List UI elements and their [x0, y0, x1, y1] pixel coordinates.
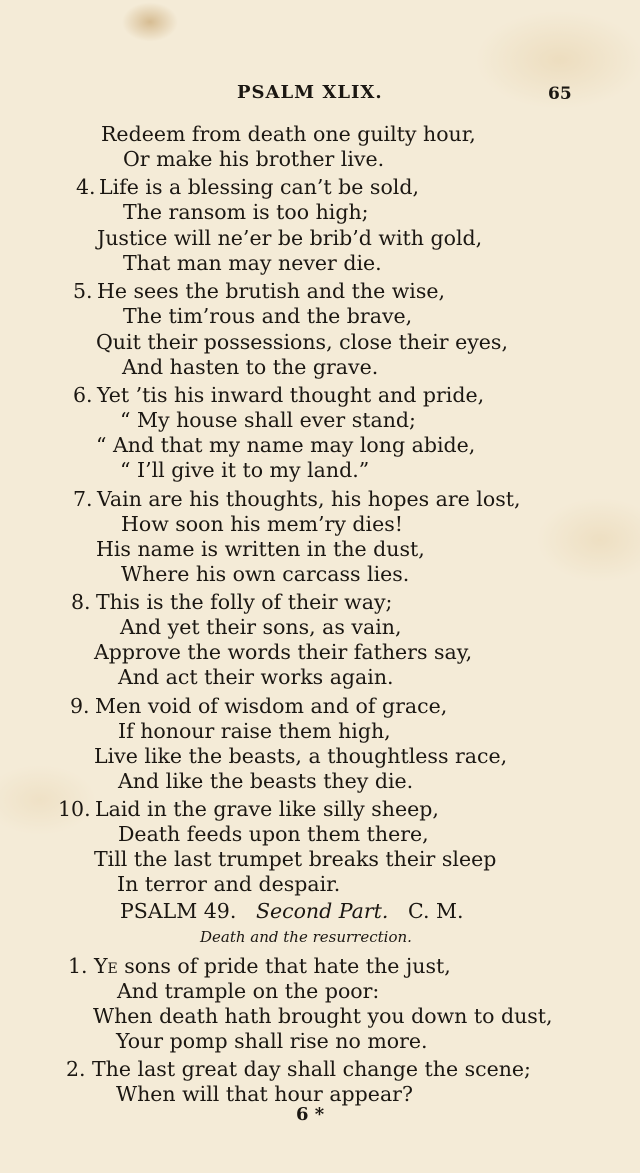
verse-line: Where his own carcass lies. [121, 562, 410, 586]
verse-line: And trample on the poor: [117, 979, 380, 1003]
verse-line: He sees the brutish and the wise, [97, 279, 446, 303]
verse-line: His name is written in the dust, [96, 537, 425, 561]
verse-first-word: Ye [94, 954, 118, 978]
verse-line: “ My house shall ever stand; [120, 408, 416, 432]
stanza-number: 9. [70, 694, 90, 718]
verse-line: And yet their sons, as vain, [120, 615, 402, 639]
verse-line: The ransom is too high; [123, 200, 369, 224]
signature-mark: 6 * [296, 1104, 325, 1125]
verse-line: Quit their possessions, close their eyes, [96, 330, 508, 354]
stanza-number: 4. [76, 175, 96, 199]
verse-line-rest: sons of pride that hate the just, [117, 954, 451, 978]
section-heading [120, 899, 464, 923]
verse-line: Your pomp shall rise no more. [116, 1029, 428, 1053]
verse-line: The last great day shall change the scene; [92, 1057, 531, 1081]
verse-line: Or make his brother live. [123, 147, 385, 171]
verse-line: Men void of wisdom and of grace, [95, 694, 448, 718]
verse-line: This is the folly of their way; [96, 590, 393, 614]
stanza-number: 1. [68, 954, 88, 978]
verse-line: Vain are his thoughts, his hopes are lost, [97, 487, 521, 511]
verse-line: And hasten to the grave. [122, 355, 379, 379]
verse-line: When death hath brought you down to dust, [93, 1004, 553, 1028]
verse-line: Yet ’tis his inward thought and pride, [97, 383, 485, 407]
stanza-number: 8. [71, 590, 91, 614]
section-heading-meter: C. M. [408, 899, 464, 923]
section-heading-part: Second Part. [255, 899, 389, 923]
running-header-title: PSALM XLIX. [237, 82, 383, 103]
page-number: 65 [548, 84, 572, 104]
verse-line: If honour raise them high, [118, 719, 391, 743]
section-subtitle: Death and the resurrection. [200, 928, 412, 946]
verse-line: Justice will ne’er be brib’d with gold, [97, 226, 483, 250]
stanza-number: 2. [66, 1057, 86, 1081]
verse-line: How soon his mem’ry dies! [121, 512, 403, 536]
stanza-number: 7. [73, 487, 93, 511]
verse-line: “ I’ll give it to my land.” [120, 458, 370, 482]
verse-line: When will that hour appear? [116, 1082, 413, 1106]
verse-line: Approve the words their fathers say, [94, 640, 473, 664]
verse-line [94, 954, 451, 979]
verse-line: That man may never die. [123, 251, 382, 275]
stanza-number: 10. [58, 797, 91, 821]
verse-line: Redeem from death one guilty hour, [101, 122, 476, 146]
verse-line: Till the last trumpet breaks their sleep [94, 847, 497, 871]
stanza-number: 5. [73, 279, 93, 303]
verse-line: Laid in the grave like silly sheep, [95, 797, 439, 821]
section-heading-psalm: PSALM 49. [120, 899, 237, 923]
stanza-number: 6. [73, 383, 93, 407]
verse-line: And like the beasts they die. [118, 769, 414, 793]
verse-line: In terror and despair. [117, 872, 341, 896]
verse-line: Death feeds upon them there, [118, 822, 429, 846]
verse-line: Live like the beasts, a thoughtless race, [94, 744, 508, 768]
verse-line: The tim’rous and the brave, [123, 304, 413, 328]
verse-line: “ And that my name may long abide, [96, 433, 476, 457]
verse-line: Life is a blessing can’t be sold, [99, 175, 419, 199]
verse-line: And act their works again. [118, 665, 394, 689]
